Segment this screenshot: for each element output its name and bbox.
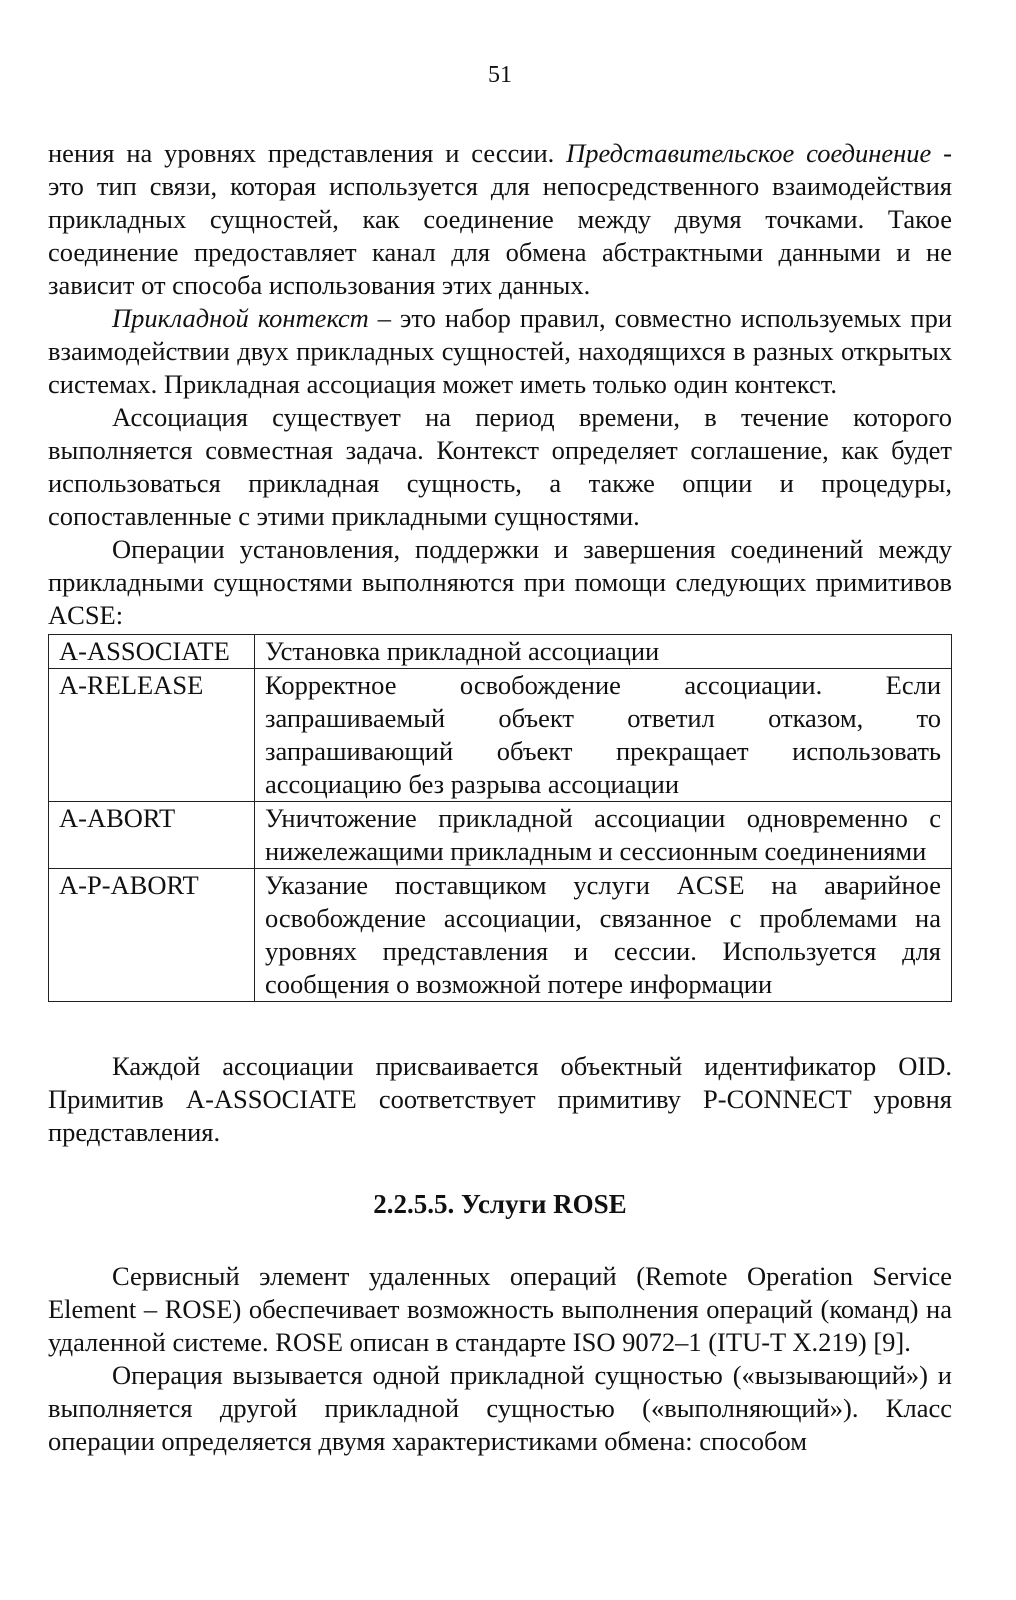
context-term: Прикладной контекст bbox=[112, 303, 369, 333]
acse-primitives-table bbox=[48, 634, 952, 1002]
context-paragraph bbox=[48, 302, 952, 401]
intro-paragraph bbox=[48, 137, 952, 302]
primitive-name: A-RELEASE bbox=[49, 669, 255, 802]
table-row bbox=[49, 669, 952, 802]
primitive-name: A-ASSOCIATE bbox=[49, 635, 255, 669]
table-row bbox=[49, 802, 952, 869]
primitive-name: A-P-ABORT bbox=[49, 869, 255, 1002]
document-page bbox=[48, 62, 952, 1458]
intro-rest-text: - это тип связи, которая используется для непосредственного взаимодействия прикладных сущностей, как соединение между двумя точками. Такое соединение предоставляет канал для обмена абстрактными данными и не зависит от способа использования этих данных. bbox=[48, 138, 952, 300]
table-row bbox=[49, 869, 952, 1002]
oid-paragraph: Каждой ассоциации присваивается объектный идентификатор OID. Примитив A-ASSOCIATE соответствует примитиву P-CONNECT уровня представления. bbox=[48, 1051, 952, 1147]
table-row bbox=[49, 635, 952, 669]
context-rest-text: – это набор правил, совместно используемых при взаимодействии двух прикладных сущностей, находящихся в разных открытых системах. Прикладная ассоциация может иметь только один контекст. bbox=[48, 303, 952, 399]
primitive-description: Установка прикладной ассоциации bbox=[255, 635, 952, 669]
intro-lead-text: нения на уровнях представления и сессии. bbox=[48, 138, 567, 168]
primitive-description: Указание поставщиком услуги ACSE на аварийное освобождение ассоциации, связанное с проблемами на уровнях представления и сессии. Используется для сообщения о возможной потере информации bbox=[255, 869, 952, 1002]
operations-paragraph: Операции установления, поддержки и завершения соединений между прикладными сущностями выполняются при помощи следующих примитивов ACSE: bbox=[48, 534, 952, 630]
association-paragraph: Ассоциация существует на период времени, в течение которого выполняется совместная задача. Контекст определяет соглашение, как будет использоваться прикладная сущность, а также опции и процедуры, сопоставленные с этими прикладными сущностями. bbox=[48, 402, 952, 531]
primitive-name: A-ABORT bbox=[49, 802, 255, 869]
operation-paragraph: Операция вызывается одной прикладной сущностью («вызывающий») и выполняется другой прикладной сущностью («выполняющий»). Класс операции определяется двумя характеристиками обмена: способом bbox=[48, 1360, 952, 1456]
rose-paragraph: Сервисный элемент удаленных операций (Remote Operation Service Element – ROSE) обеспечивает возможность выполнения операций (команд) на удаленной системе. ROSE описан в стандарте ISO 9072–1 (ITU-T X.219) [9]. bbox=[48, 1261, 952, 1357]
intro-term: Представительское соединение bbox=[566, 138, 932, 168]
primitive-description: Корректное освобождение ассоциации. Если запрашиваемый объект ответил отказом, то запрашивающий объект прекращает использовать ассоциацию без разрыва ассоциации bbox=[255, 669, 952, 802]
page-number: 51 bbox=[488, 62, 512, 88]
primitive-description: Уничтожение прикладной ассоциации одновременно с нижележащими прикладным и сессионным соединениями bbox=[255, 802, 952, 869]
section-heading: 2.2.5.5. Услуги ROSE bbox=[373, 1189, 627, 1219]
